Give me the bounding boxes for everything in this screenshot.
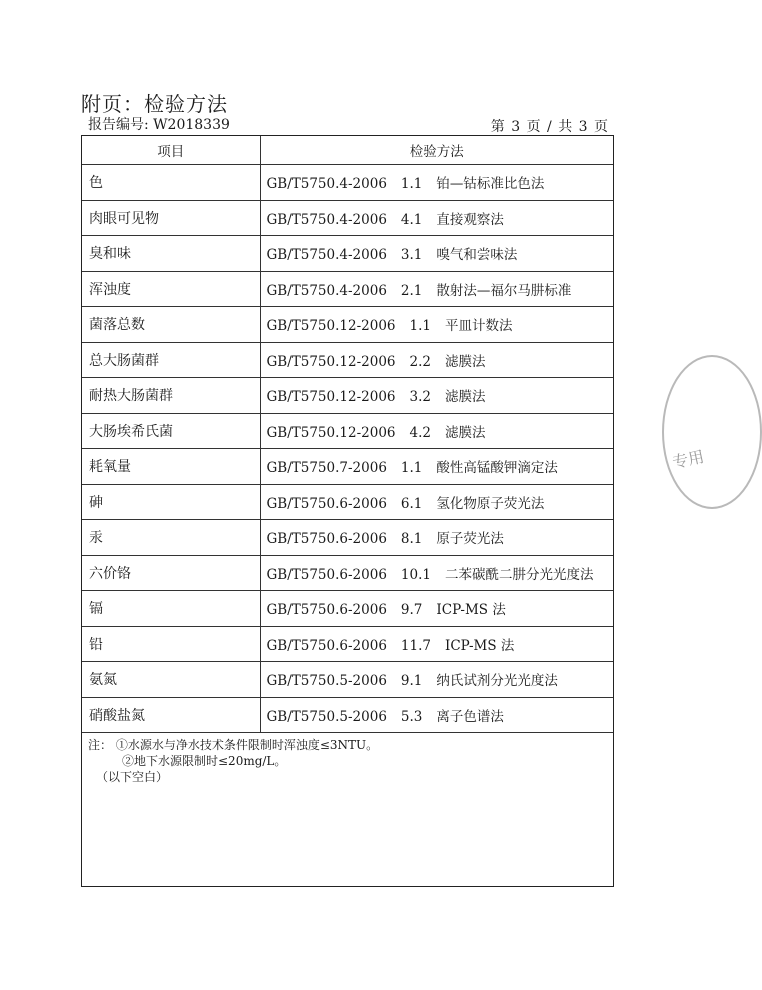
method-name: 散射法—福尔马肼标准 <box>436 282 572 299</box>
note-line-2: ②地下水源限制时≤20mg/L。 <box>122 754 287 768</box>
table-row <box>82 591 613 627</box>
method-cell <box>260 484 613 520</box>
item-cell: 六价铬 <box>82 555 260 591</box>
table-row <box>82 449 613 485</box>
clause-number: 11.7 <box>400 637 431 654</box>
standard-code: GB/T5750.12-2006 <box>266 389 396 406</box>
method-cell <box>260 626 613 662</box>
method-name: ICP-MS 法 <box>436 602 506 619</box>
method-cell <box>260 165 613 201</box>
item-cell: 浑浊度 <box>82 271 260 307</box>
table-row <box>82 165 613 201</box>
item-cell: 大肠埃希氏菌 <box>82 413 260 449</box>
item-cell: 铅 <box>82 626 260 662</box>
clause-number: 5.3 <box>400 708 423 725</box>
method-cell <box>260 697 613 733</box>
item-cell: 臭和味 <box>82 236 260 272</box>
clause-number: 2.2 <box>409 353 431 370</box>
table-row <box>82 697 613 733</box>
column-header-method: 检验方法 <box>260 136 613 165</box>
item-cell: 耗氧量 <box>82 449 260 485</box>
standard-code: GB/T5750.4-2006 <box>266 211 387 228</box>
method-name: 平皿计数法 <box>445 318 513 335</box>
item-cell: 总大肠菌群 <box>82 342 260 378</box>
table-row <box>82 378 613 414</box>
clause-number: 1.1 <box>400 460 423 477</box>
blank-remark: （以下空白） <box>96 770 169 784</box>
page-title: 附页：检验方法 <box>81 92 228 116</box>
method-cell <box>260 591 613 627</box>
method-cell <box>260 342 613 378</box>
clause-number: 4.2 <box>409 424 431 441</box>
method-name: 铂—钴标准比色法 <box>436 176 545 193</box>
method-name: 氢化物原子荧光法 <box>436 495 545 512</box>
clause-number: 3.1 <box>400 247 423 264</box>
table-row <box>82 342 613 378</box>
standard-code: GB/T5750.5-2006 <box>266 708 387 725</box>
standard-code: GB/T5750.6-2006 <box>266 602 387 619</box>
method-name: 二苯碳酰二肼分光光度法 <box>444 566 594 583</box>
clause-number: 9.7 <box>400 602 423 619</box>
report-frame <box>81 135 614 887</box>
item-cell: 菌落总数 <box>82 307 260 343</box>
note-line-1: 注： ①水源水与净水技术条件限制时浑浊度≤3NTU。 <box>88 738 379 752</box>
method-cell <box>260 555 613 591</box>
method-name: ICP-MS 法 <box>444 637 515 654</box>
method-cell <box>260 236 613 272</box>
item-cell: 耐热大肠菌群 <box>82 378 260 414</box>
method-name: 滤膜法 <box>445 353 486 370</box>
standard-code: GB/T5750.7-2006 <box>266 460 387 477</box>
method-cell <box>260 662 613 698</box>
standard-code: GB/T5750.4-2006 <box>266 282 387 299</box>
standard-code: GB/T5750.6-2006 <box>266 495 387 512</box>
item-cell: 氨氮 <box>82 662 260 698</box>
method-cell <box>260 449 613 485</box>
item-cell: 肉眼可见物 <box>82 200 260 236</box>
table-row <box>82 626 613 662</box>
standard-code: GB/T5750.4-2006 <box>266 176 387 193</box>
method-name: 直接观察法 <box>436 211 504 228</box>
table-header-row <box>82 136 613 165</box>
standard-code: GB/T5750.4-2006 <box>266 247 387 264</box>
method-name: 纳氏试剂分光光度法 <box>436 673 558 690</box>
method-name: 酸性高锰酸钾滴定法 <box>436 460 558 477</box>
table-row <box>82 413 613 449</box>
method-name: 原子荧光法 <box>436 531 504 548</box>
method-name: 嗅气和尝味法 <box>436 247 518 264</box>
standard-code: GB/T5750.12-2006 <box>266 318 396 335</box>
item-cell: 汞 <box>82 520 260 556</box>
standard-code: GB/T5750.5-2006 <box>266 673 387 690</box>
table-row <box>82 307 613 343</box>
method-cell <box>260 200 613 236</box>
item-cell: 砷 <box>82 484 260 520</box>
clause-number: 8.1 <box>400 531 423 548</box>
page-info: 第 3 页 / 共 3 页 <box>490 119 608 135</box>
notes <box>82 733 613 789</box>
table-row <box>82 662 613 698</box>
test-methods-table <box>82 136 613 733</box>
item-cell: 色 <box>82 165 260 201</box>
clause-number: 2.1 <box>400 282 423 299</box>
stamp-text: 专用 <box>670 446 706 473</box>
method-cell <box>260 271 613 307</box>
method-name: 离子色谱法 <box>436 708 504 725</box>
clause-number: 1.1 <box>400 176 423 193</box>
table-row <box>82 484 613 520</box>
standard-code: GB/T5750.6-2006 <box>266 637 387 654</box>
table-row <box>82 271 613 307</box>
method-cell <box>260 413 613 449</box>
clause-number: 6.1 <box>400 495 423 512</box>
table-row <box>82 200 613 236</box>
standard-code: GB/T5750.12-2006 <box>266 353 396 370</box>
clause-number: 10.1 <box>400 566 431 583</box>
table-row <box>82 520 613 556</box>
method-cell <box>260 520 613 556</box>
standard-code: GB/T5750.12-2006 <box>266 424 396 441</box>
table-row <box>82 555 613 591</box>
item-cell: 硝酸盐氮 <box>82 697 260 733</box>
clause-number: 9.1 <box>400 673 423 690</box>
standard-code: GB/T5750.6-2006 <box>266 531 387 548</box>
item-cell: 镉 <box>82 591 260 627</box>
table-row <box>82 236 613 272</box>
method-cell <box>260 307 613 343</box>
standard-code: GB/T5750.6-2006 <box>266 566 387 583</box>
method-cell <box>260 378 613 414</box>
report-number: 报告编号: W2018339 <box>88 117 230 133</box>
method-name: 滤膜法 <box>445 424 486 441</box>
clause-number: 4.1 <box>400 211 423 228</box>
clause-number: 3.2 <box>409 389 431 406</box>
clause-number: 1.1 <box>409 318 431 335</box>
column-header-item: 项目 <box>82 136 260 165</box>
method-name: 滤膜法 <box>445 389 486 406</box>
seal-stamp <box>662 355 762 509</box>
